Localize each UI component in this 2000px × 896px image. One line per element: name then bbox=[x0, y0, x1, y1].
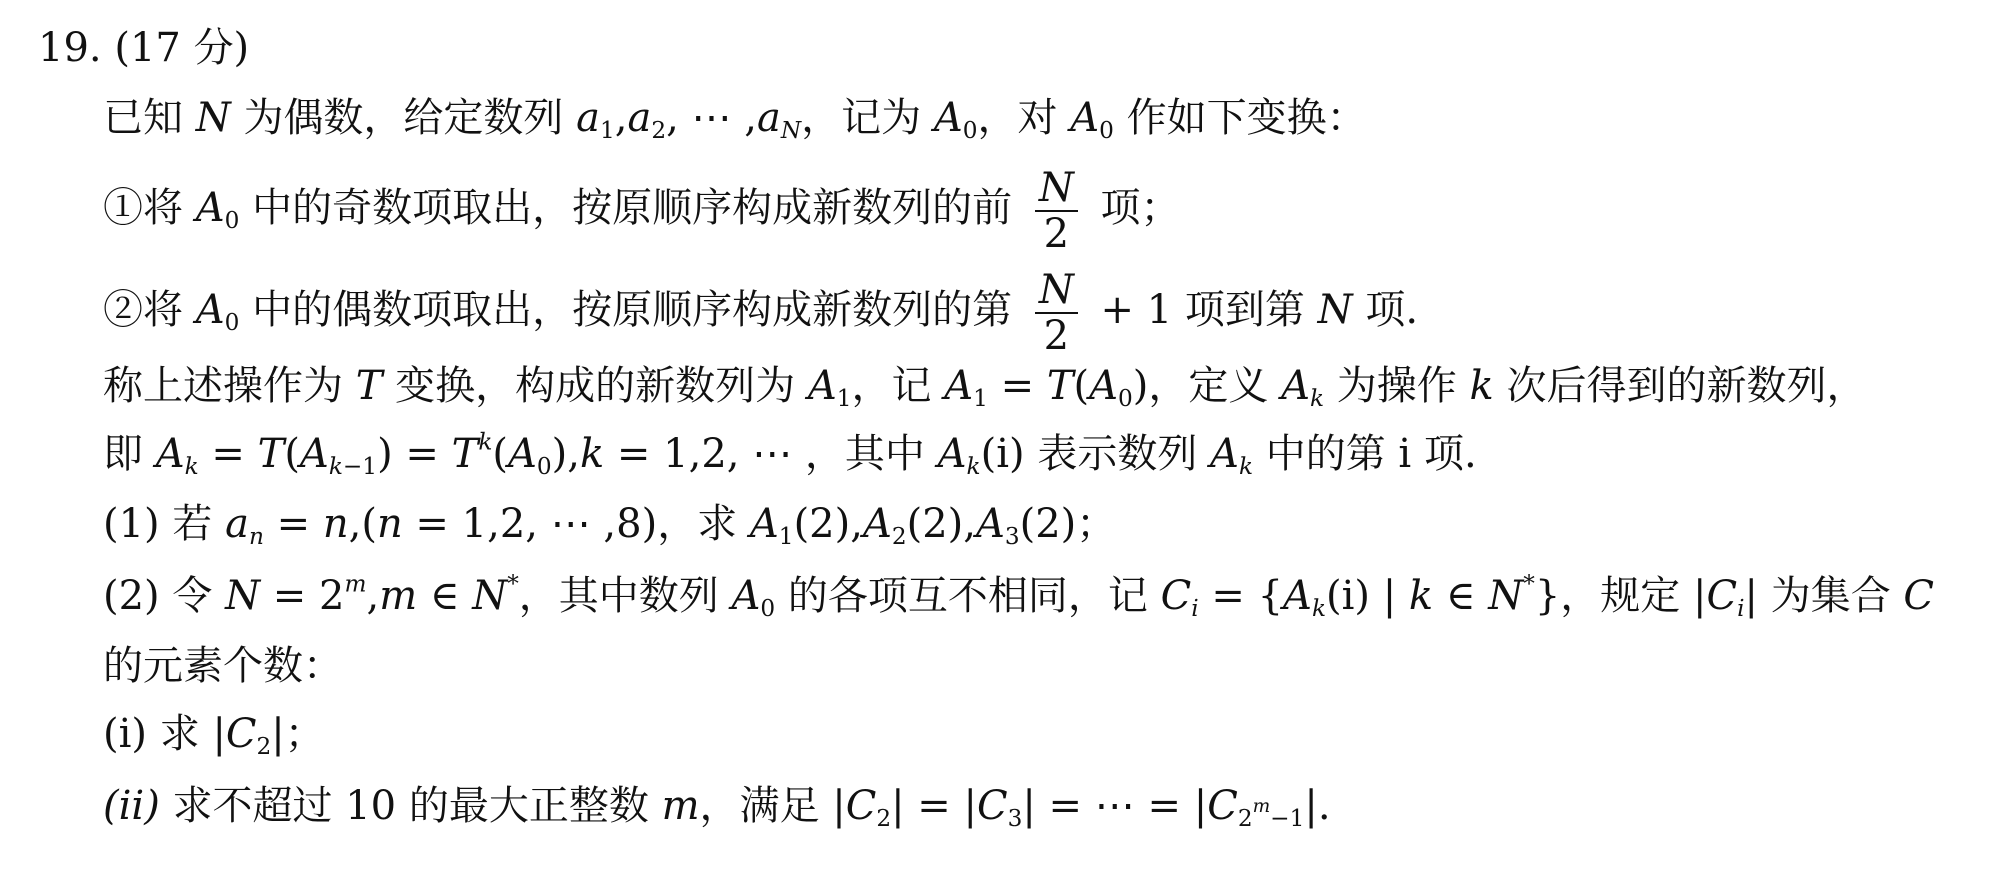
text: 项. bbox=[1365, 287, 1419, 333]
text: 为偶数，给定数列 bbox=[243, 95, 564, 141]
math: $A_0$ bbox=[933, 95, 978, 144]
math: N bbox=[1317, 287, 1353, 333]
math: $A_1 = T(A_0)$ bbox=[944, 363, 1149, 412]
math: C bbox=[1903, 573, 1935, 619]
text: ，对 bbox=[977, 95, 1058, 141]
text: (2) 令 bbox=[103, 573, 213, 619]
text: 作如下变换： bbox=[1126, 95, 1367, 141]
text: ； bbox=[284, 711, 325, 757]
intro-line bbox=[103, 94, 1367, 142]
text: + 1 项到第 bbox=[1100, 287, 1305, 333]
text: ； bbox=[1076, 501, 1117, 547]
text: ，满足 bbox=[699, 783, 820, 829]
text: 即 bbox=[103, 431, 143, 477]
text: ，其中 bbox=[804, 431, 925, 477]
text: 已知 bbox=[103, 95, 183, 141]
fraction-n-over-2: $\frac{N}{2}$ bbox=[1035, 168, 1078, 254]
definition-line-2 bbox=[103, 430, 1477, 478]
part-1-line bbox=[103, 500, 1116, 548]
math: $|C_2| = |C_3|$ = ⋯ = $|C_{2^m-1}|$. bbox=[832, 783, 1331, 832]
math: $|C_2|$ bbox=[212, 711, 285, 760]
text: ，其中数列 bbox=[518, 573, 719, 619]
math: $A_0$ bbox=[195, 287, 240, 336]
math: $a_1,a_2$, ⋯ $,a_N$ bbox=[576, 95, 802, 144]
text: 中的奇数项取出，按原顺序构成新数列的前 bbox=[252, 185, 1013, 231]
text: (i) 求 bbox=[103, 711, 200, 757]
text: 为集合 bbox=[1770, 573, 1891, 619]
text: 为操作 bbox=[1336, 363, 1457, 409]
text: 表示数列 bbox=[1037, 431, 1198, 477]
text: ，求 bbox=[657, 501, 738, 547]
math: $A_0$ bbox=[731, 573, 776, 622]
math: (ii) bbox=[103, 783, 160, 829]
math: $A_k(i)$ bbox=[937, 431, 1025, 480]
math: $A_k$ bbox=[1210, 431, 1253, 480]
math: T bbox=[355, 363, 383, 409]
text: 中的第 i 项. bbox=[1265, 431, 1477, 477]
text: 的元素个数： bbox=[103, 643, 343, 689]
text: 变换，构成的新数列为 bbox=[395, 363, 796, 409]
step-2-line bbox=[103, 267, 1419, 359]
question-header bbox=[38, 24, 249, 72]
text: 项； bbox=[1100, 185, 1181, 231]
text: 中的偶数项取出，按原顺序构成新数列的第 bbox=[252, 287, 1013, 333]
math: $a_n = n,(n = 1,2$, ⋯ ,8) bbox=[225, 501, 658, 550]
question-number: 19. bbox=[38, 25, 102, 71]
math: k bbox=[1469, 363, 1494, 409]
math: $C_i = \{A_k(i)$ | k ∈ N*} bbox=[1160, 570, 1561, 622]
text: 次后得到的新数列， bbox=[1506, 363, 1867, 409]
math: N bbox=[183, 95, 244, 141]
fraction-n-over-2: $\frac{N}{2}$ bbox=[1035, 270, 1078, 356]
text: ，记 bbox=[851, 363, 932, 409]
math: $A_k$ bbox=[1281, 363, 1325, 412]
math: $A_1(2),A_2(2),A_3(2)$ bbox=[749, 501, 1077, 550]
text: ，记为 bbox=[801, 95, 922, 141]
math: m bbox=[661, 783, 700, 829]
text: ，定义 bbox=[1148, 363, 1269, 409]
text: ，规定 bbox=[1560, 573, 1681, 619]
math: $N = 2^m,m$ ∈ N* bbox=[225, 570, 519, 619]
text: 求不超过 10 的最大正整数 bbox=[172, 783, 649, 829]
text: ①将 bbox=[103, 185, 183, 231]
question-points: (17 分) bbox=[114, 25, 250, 71]
step-1-line bbox=[103, 165, 1181, 257]
part-2-i-line bbox=[103, 710, 325, 758]
math: $A_1$ bbox=[807, 363, 852, 412]
part-2-continuation bbox=[103, 642, 343, 690]
math: $A_0$ bbox=[195, 185, 240, 234]
part-2-ii-line bbox=[103, 782, 1331, 830]
text: 称上述操作为 bbox=[103, 363, 343, 409]
text: ②将 bbox=[103, 287, 183, 333]
text: (1) 若 bbox=[103, 501, 213, 547]
part-2-line bbox=[103, 572, 1934, 620]
math: $A_k = T(A_{k-1}) = T^k(A_0),k = 1,2$, ⋯ bbox=[155, 428, 805, 480]
math: $|C_i|$ bbox=[1692, 573, 1758, 622]
math: $A_0$ bbox=[1070, 95, 1114, 144]
definition-line bbox=[103, 362, 1866, 410]
text: 的各项互不相同，记 bbox=[787, 573, 1148, 619]
